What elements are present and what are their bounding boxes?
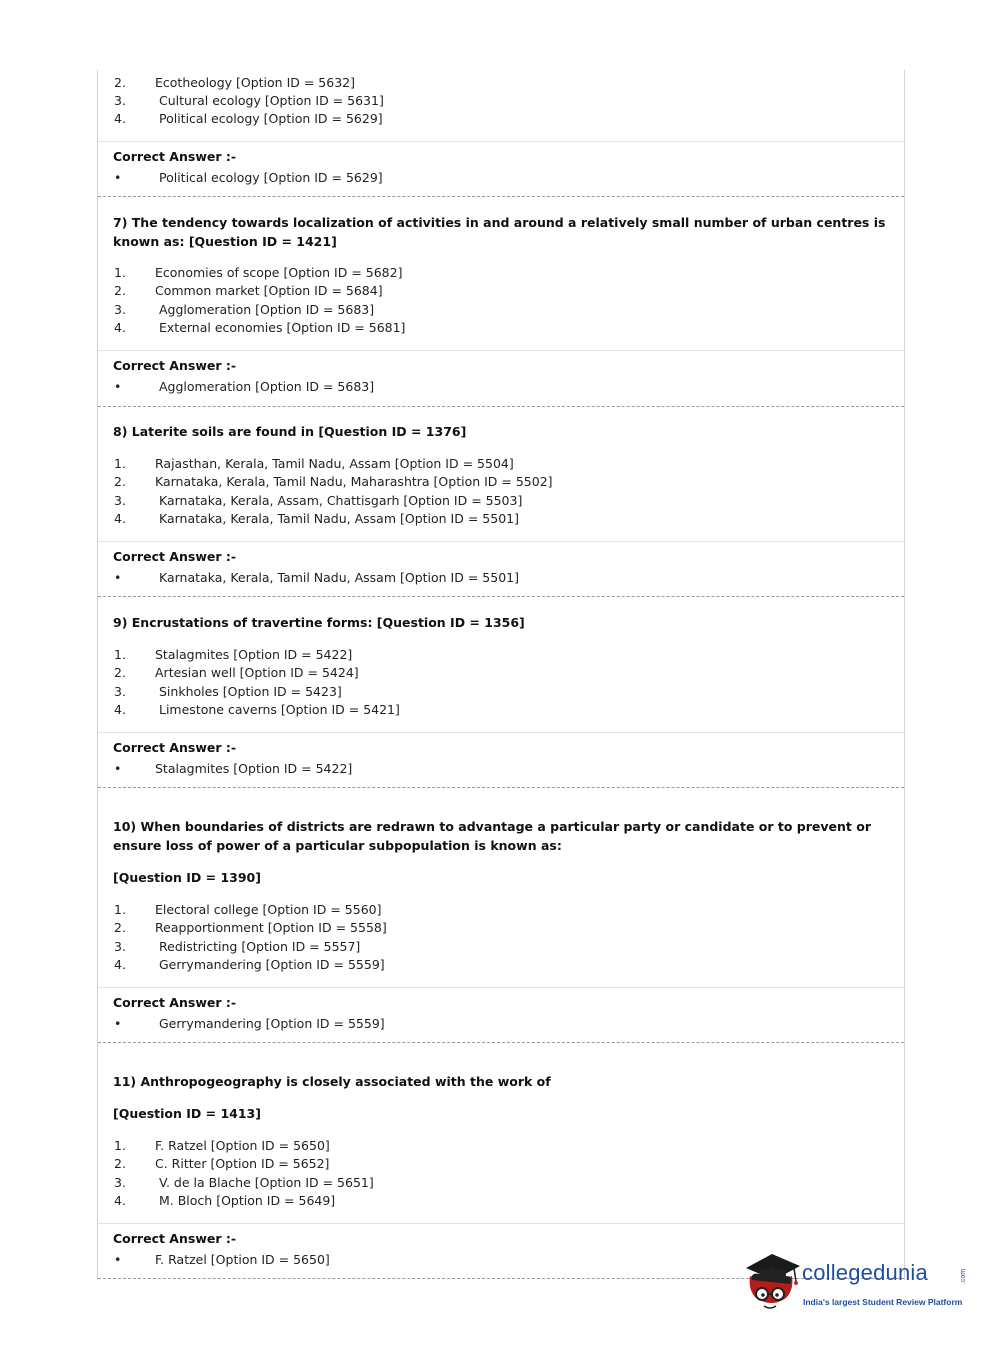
section-divider	[98, 541, 904, 542]
mascot-icon	[742, 1246, 804, 1320]
bullet-icon: •	[114, 761, 122, 776]
correct-answer-label: Correct Answer :-	[113, 358, 237, 373]
section-divider	[98, 350, 904, 351]
bullet-icon: •	[114, 570, 122, 585]
option-line: 4. Karnataka, Kerala, Tamil Nadu, Assam [Option ID = 5501]	[114, 511, 519, 526]
correct-answer: • Stalagmites [Option ID = 5422]	[114, 761, 353, 776]
option-line: 2. Ecotheology [Option ID = 5632]	[114, 75, 355, 90]
option-line: 3. Agglomeration [Option ID = 5683]	[114, 302, 375, 317]
question-9-text: 9) Encrustations of travertine forms: [Question ID = 1356]	[113, 615, 525, 630]
correct-answer: • Karnataka, Kerala, Tamil Nadu, Assam [Option ID = 5501]	[114, 570, 519, 585]
option-line: 3. Karnataka, Kerala, Assam, Chattisgarh [Option ID = 5503]	[114, 493, 523, 508]
section-divider	[98, 1223, 904, 1224]
option-line: 2. Reapportionment [Option ID = 5558]	[114, 920, 387, 935]
bullet-icon: •	[114, 379, 122, 394]
logo-tagline: India's largest Student Review Platform	[803, 1297, 963, 1307]
option-line: 4. External economies [Option ID = 5681]	[114, 320, 406, 335]
option-line: 1. F. Ratzel [Option ID = 5650]	[114, 1138, 330, 1153]
correct-answer-label: Correct Answer :-	[113, 995, 237, 1010]
option-line: 4. Limestone caverns [Option ID = 5421]	[114, 702, 400, 717]
question-divider	[98, 196, 904, 197]
option-line: 2. Common market [Option ID = 5684]	[114, 283, 383, 298]
option-line: 3. Cultural ecology [Option ID = 5631]	[114, 93, 384, 108]
correct-answer-label: Correct Answer :-	[113, 740, 237, 755]
question-11-id: [Question ID = 1413]	[113, 1106, 261, 1121]
option-line: 2. Artesian well [Option ID = 5424]	[114, 665, 359, 680]
question-divider	[98, 1042, 904, 1043]
correct-answer-label: Correct Answer :-	[113, 1231, 237, 1246]
option-line: 4. M. Bloch [Option ID = 5649]	[114, 1193, 336, 1208]
logo-wordmark: collegedunia	[802, 1260, 928, 1285]
option-line: 2. C. Ritter [Option ID = 5652]	[114, 1156, 330, 1171]
bullet-icon: •	[114, 1252, 122, 1267]
question-10-id: [Question ID = 1390]	[113, 870, 261, 885]
section-divider	[98, 732, 904, 733]
section-divider	[98, 987, 904, 988]
correct-answer: • Gerrymandering [Option ID = 5559]	[114, 1016, 385, 1031]
option-line: 4. Gerrymandering [Option ID = 5559]	[114, 957, 385, 972]
correct-answer: • Agglomeration [Option ID = 5683]	[114, 379, 375, 394]
section-divider	[98, 141, 904, 142]
question-10-text: 10) When boundaries of districts are redrawn to advantage a particular party or candidate or to prevent or ensure loss of power of a particular subpopulation is known as:	[113, 819, 871, 853]
question-divider	[98, 406, 904, 407]
logo-dotcom: .com	[960, 1268, 968, 1285]
correct-answer: • F. Ratzel [Option ID = 5650]	[114, 1252, 330, 1267]
question-divider	[98, 787, 904, 788]
correct-answer: • Political ecology [Option ID = 5629]	[114, 170, 383, 185]
question-8-text: 8) Laterite soils are found in [Question ID = 1376]	[113, 424, 467, 439]
question-divider	[98, 596, 904, 597]
option-line: 4. Political ecology [Option ID = 5629]	[114, 111, 383, 126]
option-line: 3. Sinkholes [Option ID = 5423]	[114, 684, 342, 699]
bullet-icon: •	[114, 170, 122, 185]
correct-answer-label: Correct Answer :-	[113, 549, 237, 564]
bullet-icon: •	[114, 1016, 122, 1031]
question-7-text: 7) The tendency towards localization of activities in and around a relatively small number of urban centres is known as: [Question ID = 1421]	[113, 215, 886, 249]
option-line: 3. Redistricting [Option ID = 5557]	[114, 939, 361, 954]
question-paper-page	[97, 70, 905, 1280]
option-line: 3. V. de la Blache [Option ID = 5651]	[114, 1175, 374, 1190]
option-line: 1. Electoral college [Option ID = 5560]	[114, 902, 382, 917]
correct-answer-label: Correct Answer :-	[113, 149, 237, 164]
option-line: 1. Stalagmites [Option ID = 5422]	[114, 647, 353, 662]
question-11-text: 11) Anthropogeography is closely associated with the work of	[113, 1074, 551, 1089]
option-line: 2. Karnataka, Kerala, Tamil Nadu, Maharashtra [Option ID = 5502]	[114, 474, 553, 489]
option-line: 1. Economies of scope [Option ID = 5682]	[114, 265, 403, 280]
option-line: 1. Rajasthan, Kerala, Tamil Nadu, Assam [Option ID = 5504]	[114, 456, 514, 471]
collegedunia-logo[interactable]	[742, 1246, 972, 1320]
